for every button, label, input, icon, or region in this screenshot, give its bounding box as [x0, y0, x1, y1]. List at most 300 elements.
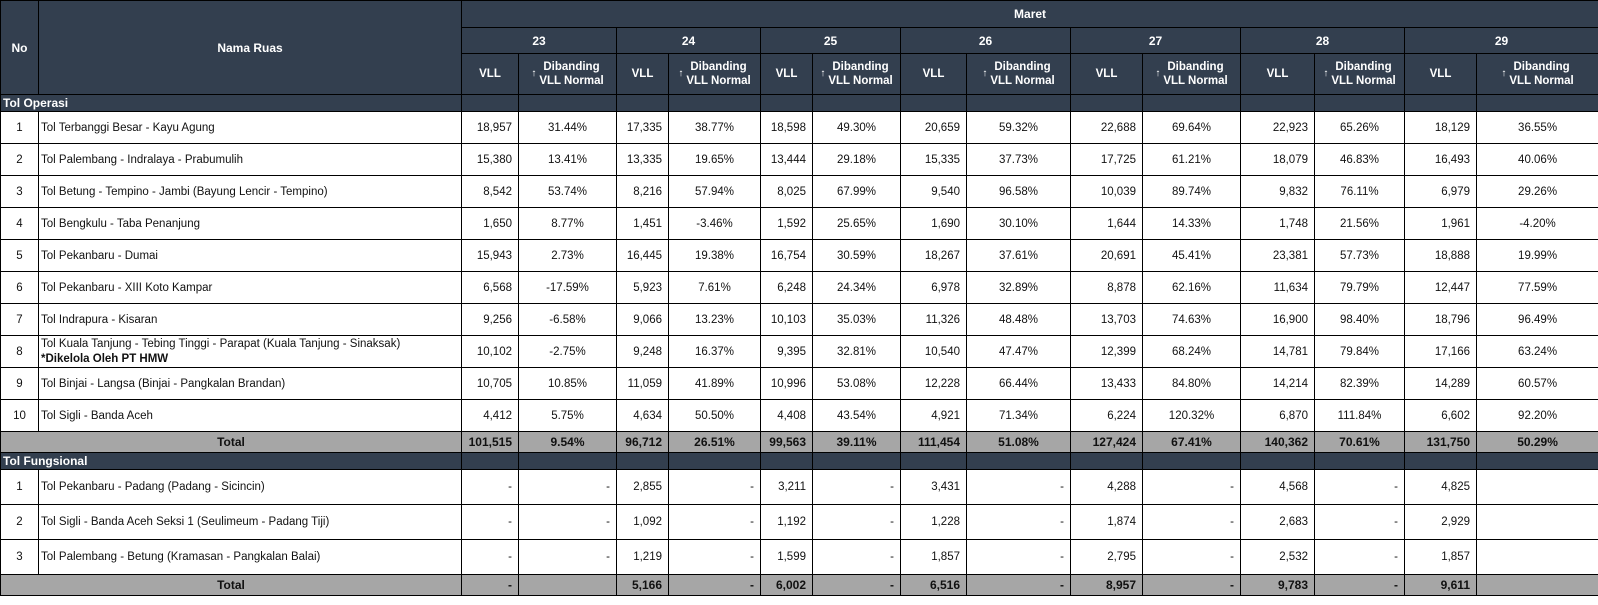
vll-cell: 3,431 [901, 470, 967, 505]
pct-cell: 19.65% [669, 144, 761, 176]
pct-cell: 30.10% [967, 208, 1071, 240]
header-dibanding [1315, 54, 1405, 95]
row-no: 1 [1, 112, 39, 144]
vll-cell: 6,248 [761, 272, 813, 304]
dibanding-label [1331, 60, 1395, 88]
vll-cell: 1,644 [1071, 208, 1143, 240]
vll-cell: 10,039 [1071, 176, 1143, 208]
row-name-text: Tol Palembang - Betung (Kramasan - Pangkalan Balai) [41, 551, 321, 563]
header-dibanding [669, 54, 761, 95]
pct-cell: 35.03% [813, 304, 901, 336]
section-cell [1405, 95, 1477, 112]
vll-cell: 6,978 [901, 272, 967, 304]
row-name [39, 272, 462, 304]
table-row [1, 176, 1598, 208]
pct-cell: 47.47% [967, 336, 1071, 368]
pct-cell: 2.73% [519, 240, 617, 272]
pct-cell: -2.75% [519, 336, 617, 368]
header-day: 29 [1405, 28, 1598, 54]
pct-cell: - [1315, 470, 1405, 505]
vll-cell: 6,568 [462, 272, 519, 304]
vll-cell: 14,214 [1241, 368, 1315, 400]
pct-cell: 59.32% [967, 112, 1071, 144]
header-day: 24 [617, 28, 761, 54]
total-vll-cell: 96,712 [617, 432, 669, 453]
total-pct-cell: - [1315, 575, 1405, 596]
vll-cell: 22,688 [1071, 112, 1143, 144]
pct-cell: - [669, 505, 761, 540]
pct-cell: - [1143, 505, 1241, 540]
row-name-text: Tol Sigli - Banda Aceh [41, 409, 153, 422]
pct-cell: 71.34% [967, 400, 1071, 432]
vll-cell: 1,961 [1405, 208, 1477, 240]
vll-cell: 1,592 [761, 208, 813, 240]
row-name-text: Tol Palembang - Indralaya - Prabumulih [41, 153, 243, 166]
header-nama-ruas: Nama Ruas [39, 1, 462, 95]
total-vll-cell: 131,750 [1405, 432, 1477, 453]
pct-cell: 69.64% [1143, 112, 1241, 144]
vll-cell: 16,493 [1405, 144, 1477, 176]
pct-cell: 19.38% [669, 240, 761, 272]
vll-cell: 18,079 [1241, 144, 1315, 176]
total-vll-cell: 6,002 [761, 575, 813, 596]
pct-cell: 16.37% [669, 336, 761, 368]
pct-cell: 5.75% [519, 400, 617, 432]
vll-cell: 18,267 [901, 240, 967, 272]
vll-cell: 16,445 [617, 240, 669, 272]
pct-cell: - [813, 540, 901, 575]
total-pct-cell: 9.54% [519, 432, 617, 453]
vll-cell: 12,447 [1405, 272, 1477, 304]
vll-cell: 1,192 [761, 505, 813, 540]
pct-cell: 46.83% [1315, 144, 1405, 176]
row-name-text: Tol Sigli - Banda Aceh Seksi 1 (Seulimeum - Padang Tiji) [41, 516, 330, 528]
pct-cell: - [967, 540, 1071, 575]
pct-cell: 50.50% [669, 400, 761, 432]
row-no: 3 [1, 176, 39, 208]
row-no: 7 [1, 304, 39, 336]
pct-cell: 25.65% [813, 208, 901, 240]
dibanding-label [539, 60, 603, 88]
row-name [39, 144, 462, 176]
total-pct-cell: - [813, 575, 901, 596]
section-cell [1143, 453, 1241, 470]
dibanding-line1: Dibanding [994, 61, 1051, 73]
vll-cell: 15,943 [462, 240, 519, 272]
row-name-text: Tol Pekanbaru - Dumai [41, 249, 158, 262]
row-no: 5 [1, 240, 39, 272]
row-no: 6 [1, 272, 39, 304]
vll-cell: 1,690 [901, 208, 967, 240]
vll-cell: 13,703 [1071, 304, 1143, 336]
pct-cell: 53.08% [813, 368, 901, 400]
row-name [39, 112, 462, 144]
pct-cell [1477, 505, 1598, 540]
table-row [1, 368, 1598, 400]
row-no: 9 [1, 368, 39, 400]
section-cell [519, 95, 617, 112]
row-name-text: Tol Kuala Tanjung - Tebing Tinggi - Parapat (Kuala Tanjung - Sinaksak) [41, 337, 401, 350]
row-note: *Dikelola Oleh PT HMW [41, 352, 169, 365]
section-cell [761, 95, 813, 112]
row-name [39, 304, 462, 336]
pct-cell: - [813, 470, 901, 505]
table-row [1, 144, 1598, 176]
section-cell [617, 453, 669, 470]
dibanding-line2: VLL Normal [1331, 75, 1396, 87]
total-pct-cell: - [1143, 575, 1241, 596]
total-pct-cell: 39.11% [813, 432, 901, 453]
pct-cell: 32.89% [967, 272, 1071, 304]
vll-cell: 6,870 [1241, 400, 1315, 432]
pct-cell: - [1315, 540, 1405, 575]
vll-cell: 10,103 [761, 304, 813, 336]
vll-cell: 10,102 [462, 336, 519, 368]
header-vll: VLL [617, 54, 669, 95]
vll-cell: 2,929 [1405, 505, 1477, 540]
vll-cell: 18,129 [1405, 112, 1477, 144]
vll-cell: 17,166 [1405, 336, 1477, 368]
vll-cell: 6,224 [1071, 400, 1143, 432]
pct-cell: 8.77% [519, 208, 617, 240]
header-no: No [1, 1, 39, 95]
vll-cell: 13,335 [617, 144, 669, 176]
vll-cell: 13,444 [761, 144, 813, 176]
vll-cell: 4,921 [901, 400, 967, 432]
dibanding-label [686, 60, 750, 88]
total-pct-cell: - [967, 575, 1071, 596]
row-no: 2 [1, 505, 39, 540]
section-cell [519, 453, 617, 470]
pct-cell: - [1315, 505, 1405, 540]
vll-cell: 4,288 [1071, 470, 1143, 505]
vll-cell: 1,451 [617, 208, 669, 240]
vll-cell: 1,748 [1241, 208, 1315, 240]
pct-cell: - [1143, 540, 1241, 575]
pct-cell: 37.73% [967, 144, 1071, 176]
row-no: 8 [1, 336, 39, 368]
vll-cell: 10,540 [901, 336, 967, 368]
pct-cell: 7.61% [669, 272, 761, 304]
header-month: Maret [462, 1, 1598, 28]
vll-cell: 1,874 [1071, 505, 1143, 540]
pct-cell: 57.73% [1315, 240, 1405, 272]
pct-cell: - [967, 470, 1071, 505]
section-cell [1315, 95, 1405, 112]
header-vll: VLL [462, 54, 519, 95]
pct-cell: 13.41% [519, 144, 617, 176]
table-row [1, 400, 1598, 432]
vll-cell: 9,248 [617, 336, 669, 368]
pct-cell: 30.59% [813, 240, 901, 272]
pct-cell: 68.24% [1143, 336, 1241, 368]
vll-cell: - [462, 540, 519, 575]
pct-cell: 74.63% [1143, 304, 1241, 336]
row-name [39, 240, 462, 272]
header-vll: VLL [1405, 54, 1477, 95]
header-dibanding [967, 54, 1071, 95]
pct-cell: 79.84% [1315, 336, 1405, 368]
table-row [1, 505, 1598, 540]
row-name [39, 176, 462, 208]
total-vll-cell: 9,783 [1241, 575, 1315, 596]
pct-cell: 29.18% [813, 144, 901, 176]
vll-cell: 5,923 [617, 272, 669, 304]
table-row [1, 272, 1598, 304]
pct-cell: 29.26% [1477, 176, 1598, 208]
dibanding-label [1163, 60, 1227, 88]
total-vll-cell: 5,166 [617, 575, 669, 596]
header-vll: VLL [761, 54, 813, 95]
vll-cell: 13,433 [1071, 368, 1143, 400]
pct-cell: 31.44% [519, 112, 617, 144]
total-vll-cell: - [462, 575, 519, 596]
vll-cell: 9,395 [761, 336, 813, 368]
pct-cell: 82.39% [1315, 368, 1405, 400]
dibanding-line1: Dibanding [1513, 61, 1570, 73]
pct-cell: - [967, 505, 1071, 540]
pct-cell: 14.33% [1143, 208, 1241, 240]
total-pct-cell: 51.08% [967, 432, 1071, 453]
total-pct-cell [1477, 575, 1598, 596]
dibanding-line2: VLL Normal [686, 75, 751, 87]
total-vll-cell: 9,611 [1405, 575, 1477, 596]
dibanding-line1: Dibanding [1167, 61, 1224, 73]
table-row [1, 470, 1598, 505]
pct-cell: 92.20% [1477, 400, 1598, 432]
total-vll-cell: 127,424 [1071, 432, 1143, 453]
vll-cell: 9,256 [462, 304, 519, 336]
vll-cell: 11,634 [1241, 272, 1315, 304]
row-no: 10 [1, 400, 39, 432]
vll-cell: 1,228 [901, 505, 967, 540]
header-vll: VLL [901, 54, 967, 95]
vll-cell: 9,540 [901, 176, 967, 208]
row-name-text: Tol Pekanbaru - Padang (Padang - Sicincin) [41, 481, 265, 493]
vll-cell: 20,691 [1071, 240, 1143, 272]
total-pct-cell: 67.41% [1143, 432, 1241, 453]
header-dibanding [1143, 54, 1241, 95]
pct-cell: 40.06% [1477, 144, 1598, 176]
vll-cell: 10,705 [462, 368, 519, 400]
pct-cell: 10.85% [519, 368, 617, 400]
vll-cell: 2,855 [617, 470, 669, 505]
pct-cell: 65.26% [1315, 112, 1405, 144]
vll-cell: 18,957 [462, 112, 519, 144]
pct-cell: 32.81% [813, 336, 901, 368]
vll-cell: 17,335 [617, 112, 669, 144]
pct-cell: -6.58% [519, 304, 617, 336]
section-cell [1477, 95, 1598, 112]
arrow-up-icon: ↑ [531, 68, 537, 79]
arrow-up-icon: ↑ [678, 68, 684, 79]
header-day: 25 [761, 28, 901, 54]
pct-cell: 48.48% [967, 304, 1071, 336]
vll-cell: 15,380 [462, 144, 519, 176]
vll-cell: 8,216 [617, 176, 669, 208]
pct-cell: 24.34% [813, 272, 901, 304]
dibanding-line2: VLL Normal [1163, 75, 1228, 87]
section-cell [761, 453, 813, 470]
total-vll-cell: 8,957 [1071, 575, 1143, 596]
row-name [39, 470, 462, 505]
pct-cell: 61.21% [1143, 144, 1241, 176]
vll-cell: 1,857 [1405, 540, 1477, 575]
pct-cell: 41.89% [669, 368, 761, 400]
pct-cell: 21.56% [1315, 208, 1405, 240]
arrow-up-icon: ↑ [1323, 68, 1329, 79]
pct-cell: 79.79% [1315, 272, 1405, 304]
pct-cell: -3.46% [669, 208, 761, 240]
row-no: 2 [1, 144, 39, 176]
pct-cell: -4.20% [1477, 208, 1598, 240]
total-pct-cell: 70.61% [1315, 432, 1405, 453]
vll-cell: 4,568 [1241, 470, 1315, 505]
section-header [1, 453, 1598, 470]
total-pct-cell: - [669, 575, 761, 596]
row-name [39, 540, 462, 575]
dibanding-line1: Dibanding [690, 61, 747, 73]
total-label: Total [1, 432, 462, 453]
vll-cell: 20,659 [901, 112, 967, 144]
vll-cell: 10,996 [761, 368, 813, 400]
section-cell [1241, 95, 1315, 112]
vll-cell: 8,878 [1071, 272, 1143, 304]
section-header [1, 95, 1598, 112]
section-title: Tol Operasi [1, 95, 462, 112]
vll-cell: 12,228 [901, 368, 967, 400]
header-day: 23 [462, 28, 617, 54]
pct-cell: 19.99% [1477, 240, 1598, 272]
vll-cell: 22,923 [1241, 112, 1315, 144]
pct-cell: - [669, 540, 761, 575]
section-title: Tol Fungsional [1, 453, 462, 470]
vll-cell: 14,781 [1241, 336, 1315, 368]
section-cell [901, 453, 967, 470]
pct-cell: 77.59% [1477, 272, 1598, 304]
total-pct-cell: 50.29% [1477, 432, 1598, 453]
vll-cell: 9,066 [617, 304, 669, 336]
section-cell [1071, 95, 1143, 112]
dibanding-label [990, 60, 1054, 88]
vll-cell: 8,542 [462, 176, 519, 208]
pct-cell: 63.24% [1477, 336, 1598, 368]
total-vll-cell: 99,563 [761, 432, 813, 453]
total-pct-cell [519, 575, 617, 596]
section-cell [1143, 95, 1241, 112]
table-row [1, 540, 1598, 575]
row-name-text: Tol Terbanggi Besar - Kayu Agung [41, 121, 215, 134]
vll-cell: 3,211 [761, 470, 813, 505]
row-name-text: Tol Indrapura - Kisaran [41, 313, 158, 326]
header-dibanding [813, 54, 901, 95]
pct-cell: - [1143, 470, 1241, 505]
vll-cell: 4,408 [761, 400, 813, 432]
total-pct-cell: 26.51% [669, 432, 761, 453]
vll-cell: 2,795 [1071, 540, 1143, 575]
section-cell [462, 453, 519, 470]
dibanding-line2: VLL Normal [828, 75, 893, 87]
vll-cell: 4,412 [462, 400, 519, 432]
pct-cell: 66.44% [967, 368, 1071, 400]
row-no: 1 [1, 470, 39, 505]
vll-cell: 2,532 [1241, 540, 1315, 575]
vll-cell: 17,725 [1071, 144, 1143, 176]
row-name-text: Tol Betung - Tempino - Jambi (Bayung Lencir - Tempino) [41, 185, 328, 198]
vll-cell: 14,289 [1405, 368, 1477, 400]
section-cell [617, 95, 669, 112]
vll-cell: 2,683 [1241, 505, 1315, 540]
pct-cell [1477, 540, 1598, 575]
vll-cell: 4,825 [1405, 470, 1477, 505]
total-vll-cell: 101,515 [462, 432, 519, 453]
vll-cell: 12,399 [1071, 336, 1143, 368]
arrow-up-icon: ↑ [820, 68, 826, 79]
pct-cell: 60.57% [1477, 368, 1598, 400]
section-cell [669, 453, 761, 470]
pct-cell: 57.94% [669, 176, 761, 208]
total-row [1, 575, 1598, 596]
vll-cell: 11,326 [901, 304, 967, 336]
row-name-text: Tol Binjai - Langsa (Binjai - Pangkalan Brandan) [41, 377, 286, 390]
pct-cell: 45.41% [1143, 240, 1241, 272]
row-name-text: Tol Pekanbaru - XIII Koto Kampar [41, 281, 213, 294]
dibanding-line2: VLL Normal [990, 75, 1055, 87]
vll-cell: 8,025 [761, 176, 813, 208]
vll-cell: 18,888 [1405, 240, 1477, 272]
header-vll: VLL [1071, 54, 1143, 95]
table-row [1, 112, 1598, 144]
vll-cell: 1,857 [901, 540, 967, 575]
pct-cell: 67.99% [813, 176, 901, 208]
header-vll: VLL [1241, 54, 1315, 95]
vll-cell: 16,900 [1241, 304, 1315, 336]
row-name [39, 208, 462, 240]
header-day: 27 [1071, 28, 1241, 54]
vll-cell: 4,634 [617, 400, 669, 432]
pct-cell: 53.74% [519, 176, 617, 208]
section-cell [669, 95, 761, 112]
vll-cell: 1,650 [462, 208, 519, 240]
vll-cell: 6,602 [1405, 400, 1477, 432]
vll-cell: 15,335 [901, 144, 967, 176]
pct-cell [1477, 470, 1598, 505]
total-row [1, 432, 1598, 453]
row-name [39, 505, 462, 540]
row-name-text: Tol Bengkulu - Taba Penanjung [41, 217, 200, 230]
section-cell [967, 453, 1071, 470]
section-cell [901, 95, 967, 112]
header-dibanding [1477, 54, 1598, 95]
pct-cell: 36.55% [1477, 112, 1598, 144]
vll-cell: 1,219 [617, 540, 669, 575]
section-cell [813, 453, 901, 470]
vll-cell: 18,598 [761, 112, 813, 144]
pct-cell: 76.11% [1315, 176, 1405, 208]
pct-cell: 43.54% [813, 400, 901, 432]
row-no: 4 [1, 208, 39, 240]
dibanding-line2: VLL Normal [1509, 75, 1574, 87]
section-cell [1071, 453, 1143, 470]
vll-cell: 16,754 [761, 240, 813, 272]
pct-cell: 37.61% [967, 240, 1071, 272]
total-label: Total [1, 575, 462, 596]
table-row [1, 208, 1598, 240]
pct-cell: - [813, 505, 901, 540]
dibanding-line1: Dibanding [832, 61, 889, 73]
total-vll-cell: 6,516 [901, 575, 967, 596]
vll-cell: 23,381 [1241, 240, 1315, 272]
